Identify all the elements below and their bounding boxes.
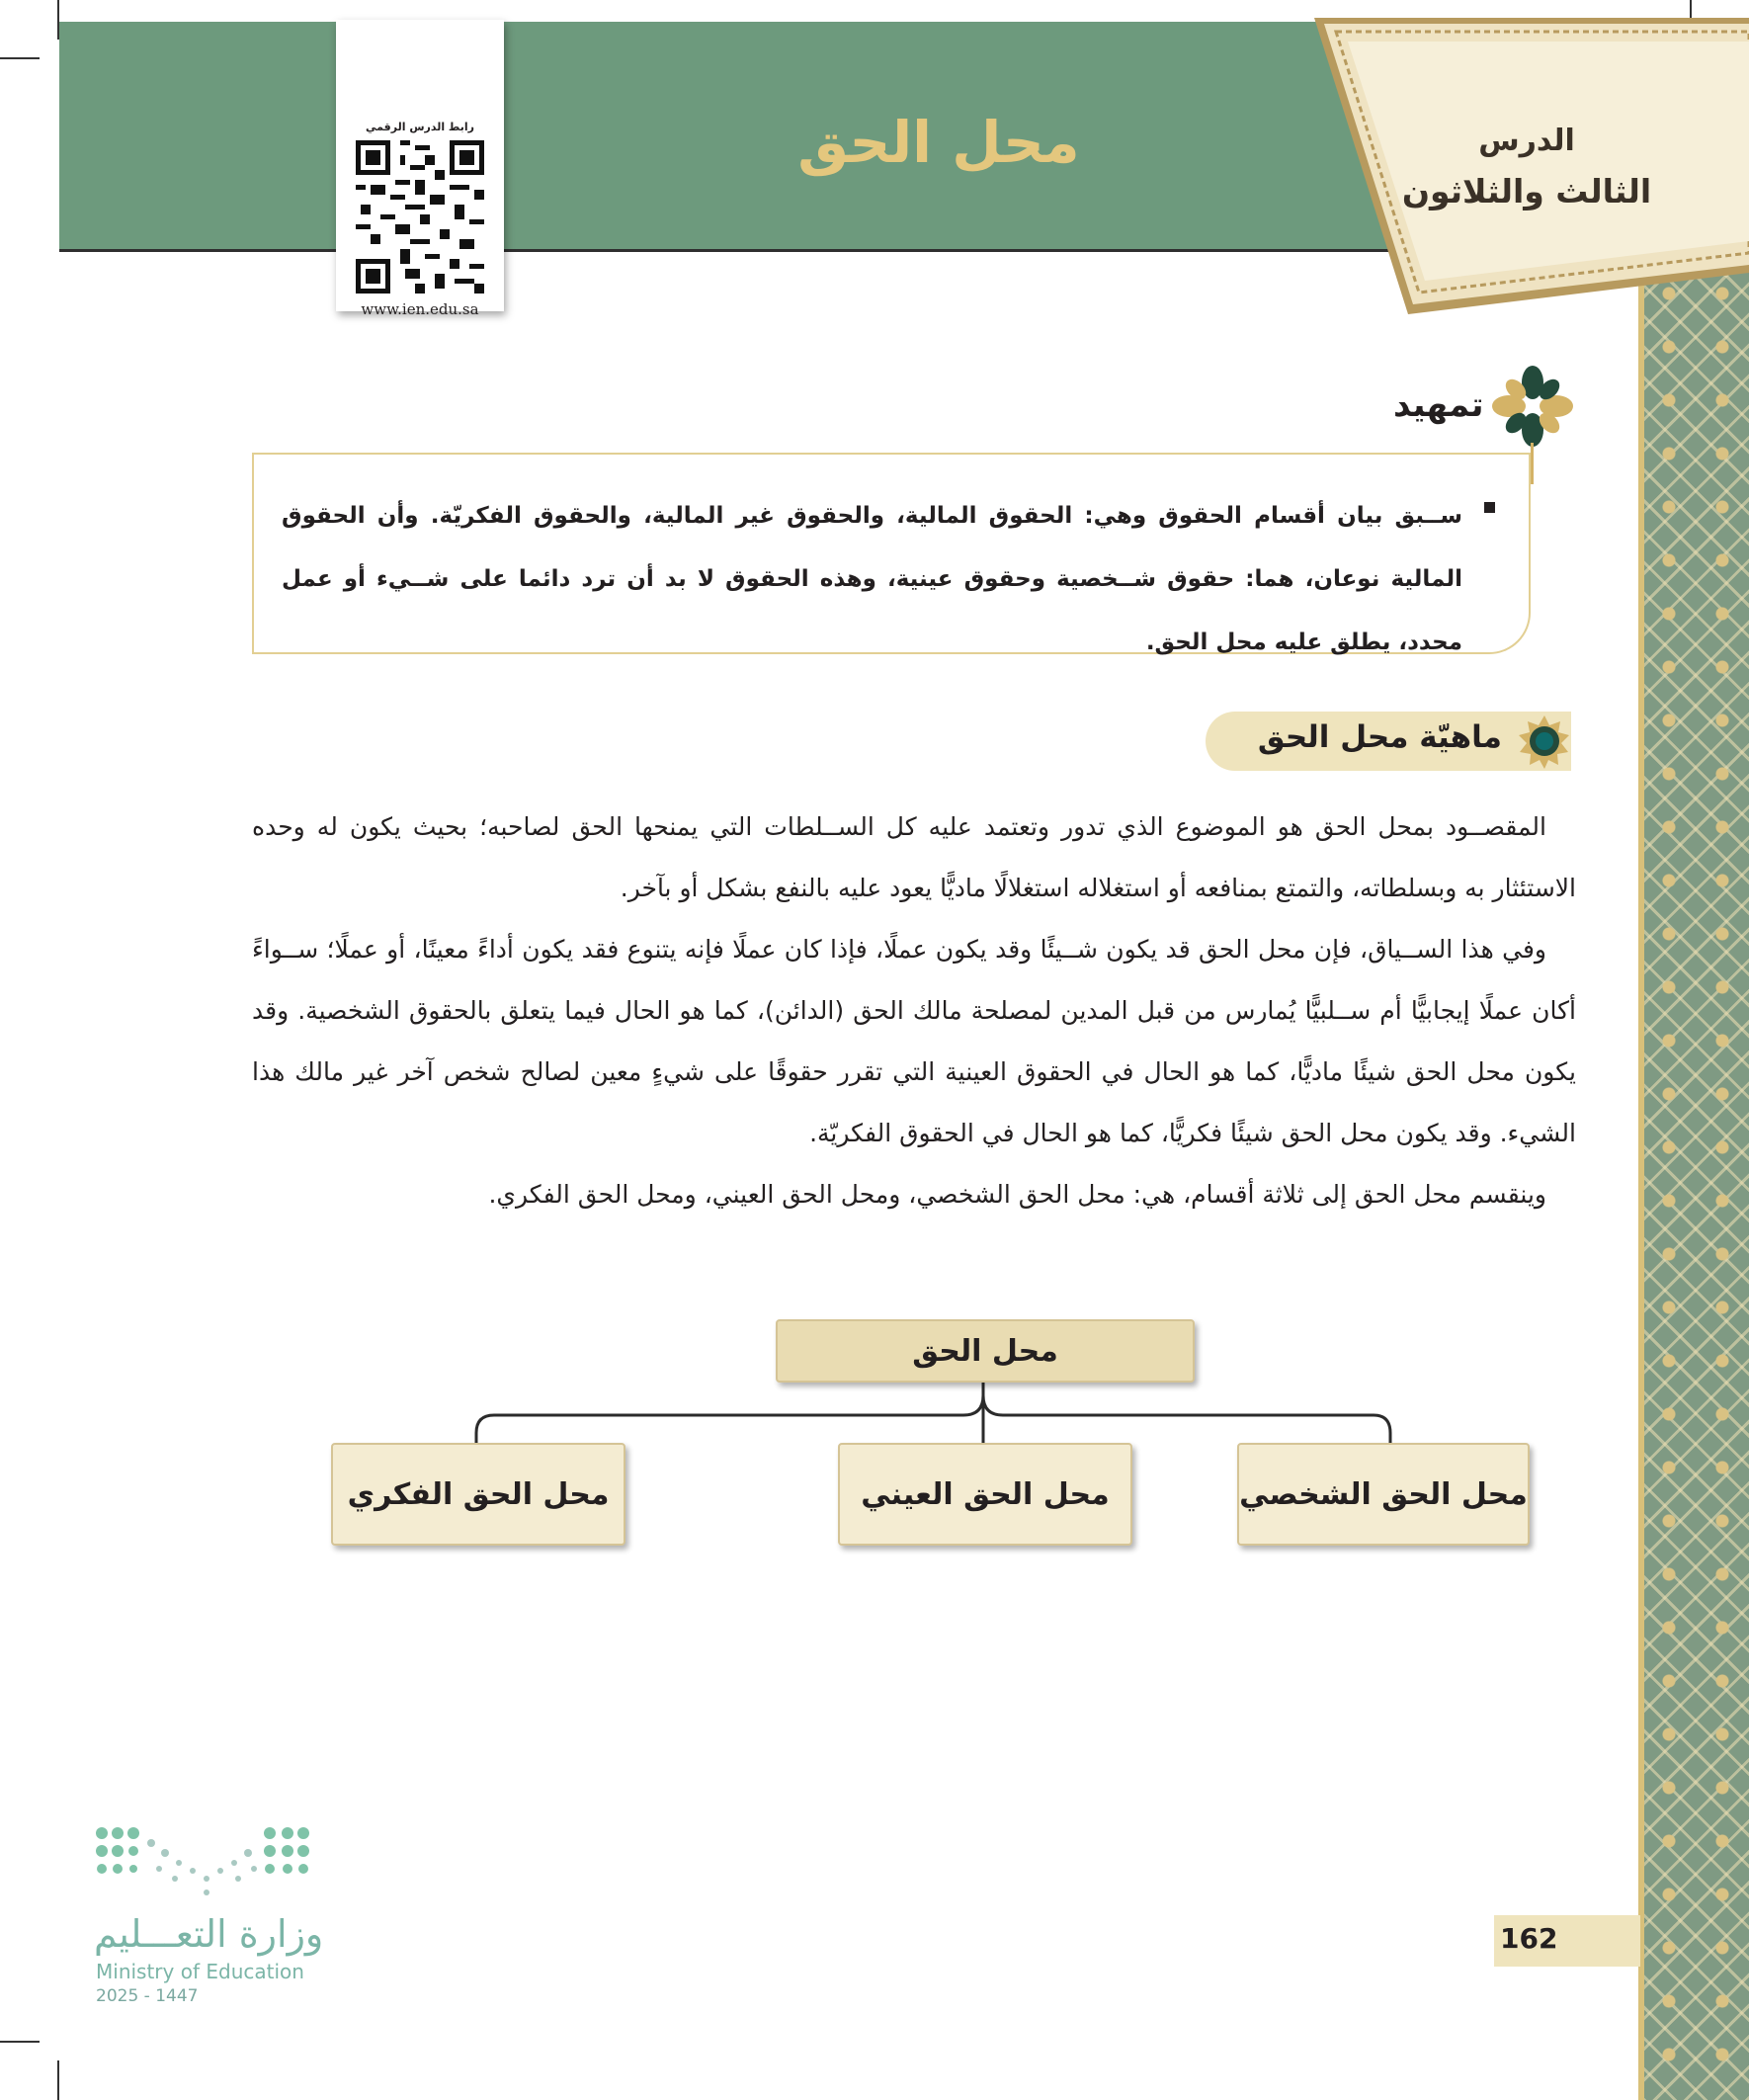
essence-heading: ماهيّة محل الحق (1257, 719, 1502, 755)
diagram-node-intellectual: محل الحق الفكري (331, 1443, 625, 1546)
border-gold-line (1638, 267, 1644, 2100)
crop-mark (57, 2060, 59, 2100)
lesson-label (1378, 124, 1675, 210)
page-number: 162 (1500, 1922, 1558, 1955)
flower-stem (1531, 443, 1534, 484)
paragraph: المقصــود بمحل الحق هو الموضوع الذي تدور وتعتمد عليه كل الســلطات التي يمنحها الحق لصاحبه؛ بحيث يكون له وحده الاستئثار به وبسلطاته، والتمتع بمنافعه أو استغلاله استغلالًا ماديًّا يعود عليه بالنفع بشكل أو بآخر. (252, 812, 1576, 902)
qr-url[interactable]: www.ien.edu.sa (361, 300, 479, 318)
qr-caption: رابط الدرس الرقمي (366, 121, 474, 133)
diagram-root: محل الحق (776, 1319, 1195, 1383)
ministry-name-arabic: وزارة التعـــليم (94, 1912, 324, 1956)
edition-year: 2025 - 1447 (96, 1986, 199, 2006)
lesson-label-word: الدرس (1478, 124, 1575, 158)
ministry-name-english: Ministry of Education (96, 1960, 304, 1983)
qr-card[interactable] (336, 20, 504, 318)
lesson-title: محل الحق (797, 109, 1080, 176)
diagram-node-real: محل الحق العيني (838, 1443, 1132, 1546)
crop-mark (0, 57, 40, 59)
lesson-label-number: الثالث والثلاثون (1401, 172, 1652, 210)
bullet-icon (1484, 502, 1495, 513)
qr-code-icon[interactable] (356, 140, 484, 294)
paragraph: وفي هذا الســياق، فإن محل الحق قد يكون شــيئًا وقد يكون عملًا، فإذا كان عملًا فإنه يتنوع فقد يكون أداءً معينًا، أو عملًا؛ ســواءً أكان عملًا إيجابيًّا أم ســلبيًّا يُمارس من قبل المدين لمصلحة مالك الحق (الدائن)، كما هو الحال فيما يتعلق بالحقوق الشخصية. وقد يكون محل الحق شيئًا ماديًّا، كما هو الحال في الحقوق العينية التي تقرر حقوقًا على شيءٍ معين لصالح شخص آخر غير مالك هذا الشيء. وقد يكون محل الحق شيئًا فكريًّا، كما هو الحال في الحقوق الفكريّة. (252, 935, 1576, 1147)
paragraph: وينقسم محل الحق إلى ثلاثة أقسام، هي: محل الحق الشخصي، ومحل الحق العيني، ومحل الحق الفكري. (488, 1180, 1546, 1209)
body-text (252, 797, 1576, 1225)
intro-heading: تمهيد (1393, 385, 1484, 425)
star-ornament-icon (1517, 714, 1572, 769)
intro-text: ســبق بيان أقسام الحقوق وهي: الحقوق المالية، والحقوق غير المالية، والحقوق الفكريّة. وأن الحقوق المالية نوعان، هما: حقوق شــخصية وحقوق عينية، وهذه الحقوق لا بد أن ترد دائما على شــيء أو عمل محدد، يطلق عليه محل الحق. (282, 503, 1462, 655)
ornamental-side-border (1642, 267, 1749, 2100)
flower-ornament-icon (1490, 364, 1575, 449)
diagram-node-personal: محل الحق الشخصي (1237, 1443, 1530, 1546)
diagram-connectors (464, 1374, 1403, 1453)
crop-mark (0, 2041, 40, 2043)
ministry-logo-icon (94, 1823, 311, 1902)
